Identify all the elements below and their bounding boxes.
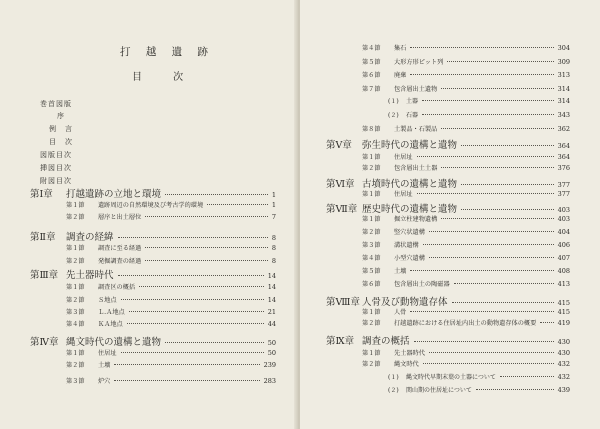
entry-title: Ｓ地点 (98, 297, 117, 304)
entry-number: 第１節 (362, 216, 381, 223)
page-number: 304 (557, 44, 570, 52)
dot-leader (145, 260, 268, 261)
page-number: 364 (557, 153, 570, 161)
page-number: 432 (557, 360, 570, 368)
dot-leader (423, 363, 554, 364)
page-number: 432 (557, 373, 570, 381)
toc-entry-section (66, 295, 276, 304)
dot-leader (461, 184, 554, 185)
entry-title: 縄文時代の遺構と遺物 (66, 337, 162, 348)
page-number: 314 (557, 97, 570, 105)
dot-leader (452, 302, 554, 303)
page-number: 419 (557, 319, 570, 327)
entry-title: Ｌ.Ａ地点 (98, 309, 125, 316)
toc-entry-section (66, 360, 276, 369)
page-number: 439 (557, 386, 570, 394)
entry-title: 土壙 (98, 362, 111, 369)
toc-entry-section (362, 253, 570, 262)
page-number: 44 (267, 320, 276, 328)
dot-leader (447, 61, 553, 62)
entry-number: 第Ⅱ章 (30, 232, 56, 243)
toc-entry-section (66, 200, 276, 209)
toc-entry-chapter (30, 334, 276, 348)
dot-leader (441, 167, 553, 168)
entry-number: 第Ⅴ章 (326, 140, 352, 151)
page-number: 1 (271, 201, 276, 209)
entry-number: 第３節 (362, 242, 381, 249)
page-number: 406 (557, 241, 570, 249)
dot-leader (165, 194, 268, 195)
toc-entry-section (362, 359, 570, 368)
dot-leader (410, 311, 553, 312)
page-number: 8 (271, 234, 276, 242)
entry-number: 第４節 (362, 255, 381, 262)
dot-leader (454, 283, 554, 284)
dot-leader (441, 128, 553, 129)
dot-leader (476, 389, 554, 390)
entry-number: 第１節 (362, 154, 381, 161)
toc-entry-section (362, 70, 570, 79)
page-number: 314 (557, 85, 570, 93)
entry-number: 第６節 (362, 72, 381, 79)
dot-leader (165, 342, 264, 343)
dot-leader (540, 322, 553, 323)
entry-number: 第３節 (66, 378, 85, 385)
entry-title: 住居址 (98, 350, 117, 357)
page-number: 8 (271, 257, 276, 265)
dot-leader (461, 145, 554, 146)
toc-entry-section (66, 348, 276, 357)
entry-number: 第２節 (66, 258, 85, 265)
toc-entry-chapter (326, 201, 570, 215)
dot-leader (121, 299, 264, 300)
toc-entry-section (362, 266, 570, 275)
entry-title: 集石 (394, 45, 407, 52)
entry-number: 第３節 (66, 309, 85, 316)
toc-entry-sub (388, 385, 570, 394)
page-number: 430 (557, 338, 570, 346)
front-matter-item: 挿図目次 (40, 164, 72, 172)
left-page (0, 0, 298, 429)
entry-title: 発掘調査の経過 (98, 258, 142, 265)
entry-title: 住居址 (394, 191, 413, 198)
dot-leader (114, 380, 259, 381)
front-matter-item: 図版目次 (40, 151, 72, 159)
toc-entry-chapter (326, 176, 570, 190)
front-matter-item: 巻首図版 (40, 100, 72, 108)
entry-number: 第１節 (66, 202, 85, 209)
page-number: 403 (557, 215, 570, 223)
page-number: 309 (557, 58, 570, 66)
page-number: 21 (267, 308, 276, 316)
toc-entry-section (362, 189, 570, 198)
entry-title: 打越遺跡における住居址内出土の動物遺存体の概要 (394, 320, 537, 327)
page-number: 415 (557, 308, 570, 316)
entry-title: 調査に至る経過 (98, 245, 142, 252)
entry-title: 関山期の住居址について (406, 387, 472, 394)
entry-title: 溝状遺構 (394, 242, 419, 249)
page-number: 343 (557, 111, 570, 119)
entry-title: 石器 (406, 112, 419, 119)
entry-number: 第Ⅲ章 (30, 270, 59, 281)
page-number: 404 (557, 228, 570, 236)
dot-leader (410, 74, 553, 75)
dot-leader (429, 352, 554, 353)
dot-leader (423, 244, 554, 245)
entry-number: 第２節 (362, 165, 381, 172)
toc-entry-section (66, 212, 276, 221)
entry-number: 第１節 (66, 284, 85, 291)
dot-leader (422, 114, 554, 115)
entry-number: 第Ⅳ章 (30, 337, 59, 348)
page-number: 364 (557, 142, 570, 150)
page-number: 413 (557, 280, 570, 288)
toc-entry-section (362, 57, 570, 66)
toc-entry-chapter (30, 229, 276, 243)
dot-leader (441, 88, 553, 89)
page-number: 407 (557, 254, 570, 262)
dot-leader (422, 100, 554, 101)
page-number: 8 (271, 244, 276, 252)
entry-title: 小型穴遺構 (394, 255, 425, 262)
entry-title: 炉穴 (98, 378, 111, 385)
entry-title: 弥生時代の遺構と遺物 (362, 140, 458, 151)
toc-entry-section (66, 376, 276, 385)
right-page (300, 0, 600, 429)
page-number: 283 (263, 377, 276, 385)
toc-entry-section (66, 319, 276, 328)
toc-entry-section (66, 256, 276, 265)
entry-title: 人骨 (394, 309, 407, 316)
toc-entry-chapter (326, 333, 570, 347)
entry-title: 廃棄 (394, 72, 407, 79)
dot-leader (500, 376, 554, 377)
toc-entry-section (362, 84, 570, 93)
toc-entry-section (362, 152, 570, 161)
toc-entry-chapter (326, 137, 570, 151)
page-number: 377 (557, 181, 570, 189)
entry-title: 層序と出土層位 (98, 214, 142, 221)
entry-number: (１) (388, 98, 399, 105)
page-number: 14 (267, 272, 276, 280)
entry-number: 第８節 (362, 126, 381, 133)
toc-entry-section (362, 214, 570, 223)
dot-leader (114, 364, 259, 365)
front-matter-item: 例 言 (49, 125, 73, 133)
page-number: 50 (267, 349, 276, 357)
entry-title: 調査区の概括 (98, 284, 136, 291)
dot-leader (410, 47, 553, 48)
toc-entry-chapter (30, 267, 276, 281)
entry-title: 土製品・石製品 (394, 126, 438, 133)
toc-entry-section (362, 279, 570, 288)
entry-number: 第５節 (362, 268, 381, 275)
entry-number: 第４節 (66, 321, 85, 328)
entry-number: (１) (388, 374, 399, 381)
front-matter-item: 附図目次 (40, 177, 72, 185)
dot-leader (118, 237, 268, 238)
entry-title: 縄文時代早期末葉の土器について (406, 374, 496, 381)
entry-title: 包含層出土土器 (394, 165, 438, 172)
toc-entry-section (362, 307, 570, 316)
dot-leader (145, 247, 268, 248)
entry-title: 歴史時代の遺構と遺物 (362, 204, 458, 215)
dot-leader (129, 311, 264, 312)
dot-leader (417, 156, 554, 157)
entry-title: 縄文時代 (394, 361, 419, 368)
entry-number: 第２節 (362, 320, 381, 327)
entry-number: 第２節 (66, 297, 85, 304)
entry-title: 古墳時代の遺構と遺物 (362, 179, 458, 190)
entry-title: 先土器時代 (394, 350, 425, 357)
dot-leader (429, 257, 554, 258)
page-number: 403 (557, 206, 570, 214)
entry-number: 第２節 (66, 362, 85, 369)
page-number: 376 (557, 164, 570, 172)
entry-number: 第Ⅶ章 (326, 204, 358, 215)
toc-entry-chapter (326, 294, 570, 308)
toc-entry-section (66, 307, 276, 316)
page-number: 50 (267, 339, 276, 347)
dot-leader (414, 341, 554, 342)
entry-number: (２) (388, 112, 399, 119)
book-title: 打 越 遺 跡 (120, 46, 215, 58)
dot-leader (121, 352, 264, 353)
entry-number: 第Ⅷ章 (326, 297, 360, 308)
toc-entry-section (362, 348, 570, 357)
toc-entry-section (362, 227, 570, 236)
entry-title: 打越遺跡の立地と環境 (66, 189, 162, 200)
entry-title: 竪穴状遺構 (394, 229, 425, 236)
entry-number: 第５節 (362, 59, 381, 66)
entry-number: 第２節 (66, 214, 85, 221)
entry-title: 調査の概括 (362, 336, 410, 347)
dot-leader (429, 231, 554, 232)
toc-entry-sub (388, 96, 570, 105)
entry-title: 調査の経緯 (66, 232, 114, 243)
page-number: 415 (557, 299, 570, 307)
entry-number: 第４節 (362, 45, 381, 52)
page-number: 7 (271, 213, 276, 221)
entry-title: 大形方形ピット列 (394, 59, 444, 66)
entry-title: 掘立柱建物遺構 (394, 216, 438, 223)
entry-number: (２) (388, 387, 399, 394)
toc-entry-section (66, 243, 276, 252)
entry-title: 先土器時代 (66, 270, 114, 281)
entry-number: 第Ⅰ章 (30, 189, 53, 200)
toc-entry-section (66, 282, 276, 291)
dot-leader (207, 204, 268, 205)
page-number: 377 (557, 190, 570, 198)
toc-entry-section (362, 43, 570, 52)
dot-leader (118, 275, 264, 276)
entry-number: 第１節 (66, 350, 85, 357)
entry-number: 第１節 (66, 245, 85, 252)
toc-entry-section (362, 318, 570, 327)
entry-number: 第Ⅵ章 (326, 179, 355, 190)
entry-number: 第６節 (362, 281, 381, 288)
page-number: 1 (271, 191, 276, 199)
dot-leader (127, 323, 264, 324)
dot-leader (441, 218, 553, 219)
entry-number: 第１節 (362, 350, 381, 357)
page-number: 239 (263, 361, 276, 369)
entry-number: 第２節 (362, 361, 381, 368)
entry-title: 土壙 (394, 268, 407, 275)
page-number: 408 (557, 267, 570, 275)
entry-title: 人骨及び動物遺存体 (362, 297, 448, 308)
entry-title: ＫＡ地点 (98, 321, 123, 328)
toc-title: 目 次 (132, 72, 198, 83)
toc-entry-sub (388, 110, 570, 119)
dot-leader (461, 209, 554, 210)
toc-entry-section (362, 163, 570, 172)
toc-entry-section (362, 240, 570, 249)
page-number: 14 (267, 296, 276, 304)
dot-leader (139, 286, 264, 287)
page-number: 430 (557, 349, 570, 357)
dot-leader (417, 193, 554, 194)
dot-leader (410, 270, 553, 271)
entry-title: 包含層出土の陶磁器 (394, 281, 450, 288)
toc-entry-section (362, 124, 570, 133)
entry-number: 第Ⅸ章 (326, 336, 355, 347)
entry-title: 土器 (406, 98, 419, 105)
dot-leader (145, 216, 268, 217)
entry-number: 第１節 (362, 191, 381, 198)
page-number: 313 (557, 71, 570, 79)
toc-entry-sub (388, 372, 570, 381)
entry-title: 包含層出土遺物 (394, 86, 438, 93)
page-number: 14 (267, 283, 276, 291)
toc-entry-chapter (30, 186, 276, 200)
entry-title: 住居址 (394, 154, 413, 161)
page-number: 362 (557, 125, 570, 133)
front-matter-item: 目 次 (49, 138, 73, 146)
entry-number: 第２節 (362, 229, 381, 236)
front-matter-item: 序 (57, 112, 65, 120)
entry-number: 第７節 (362, 86, 381, 93)
entry-title: 遺跡周辺の自然環境及び考古学的環境 (98, 202, 204, 209)
entry-number: 第１節 (362, 309, 381, 316)
